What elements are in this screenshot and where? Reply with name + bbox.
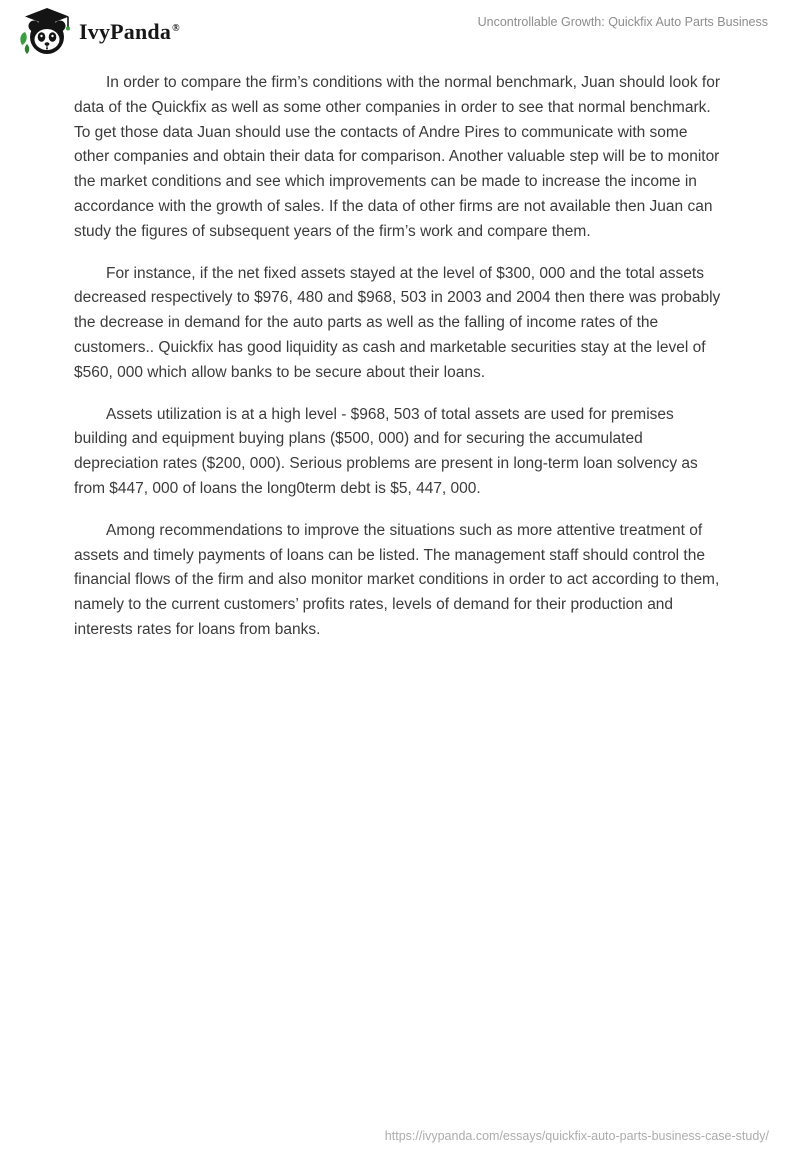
registered-mark: ®	[172, 22, 180, 34]
essay-paragraph: For instance, if the net fixed assets stayed at the level of $300, 000 and the total assets decreased respectively to $976, 480 and $968, 503 in 2003 and 2004 then there was probably the decrease in demand for the auto parts as well as the falling of income rates of the customers.. Quickfix has good liquidity as cash and marketable securities stay at the level of $560, 000 which allow banks to be secure about their loans.	[74, 264, 721, 381]
footer-source-url-link[interactable]: https://ivypanda.com/essays/quickfix-auto-parts-business-case-study/	[384, 1129, 769, 1143]
essay-body	[74, 71, 722, 660]
document-title: Uncontrollable Growth: Quickfix Auto Parts Business	[477, 15, 768, 29]
essay-paragraph: Assets utilization is at a high level - $968, 503 of total assets are used for premises building and equipment buying plans ($500, 000) and for securing the accumulated depreciation rates ($200, 000). Serious problems are present in long-term loan solvency as from $447, 000 of loans the long0term debt is $5, 447, 000.	[74, 405, 698, 497]
brand-name: IvyPanda®	[79, 19, 180, 44]
page-header	[0, 0, 800, 64]
ivypanda-logo[interactable]	[18, 6, 180, 58]
essay-paragraph: In order to compare the firm’s conditions with the normal benchmark, Juan should look for data of the Quickfix as well as some other companies in order to see that normal benchmark. To get those data Juan should use the contacts of Andre Pires to communicate with some other companies and obtain their data for comparison. Another valuable step will be to monitor the market conditions and see which improvements can be made to increase the income in accordance with the growth of sales. If the data of other firms are not available then Juan can study the figures of subsequent years of the firm’s work and compare them.	[74, 74, 720, 240]
ivypanda-panda-icon	[18, 6, 70, 58]
essay-paragraph: Among recommendations to improve the situations such as more attentive treatment of assets and timely payments of loans can be listed. The management staff should control the financial flows of the firm and also monitor market conditions in order to act according to them, namely to the current customers’ profits rates, levels of demand for their production and interests rates for loans from banks.	[74, 521, 720, 638]
